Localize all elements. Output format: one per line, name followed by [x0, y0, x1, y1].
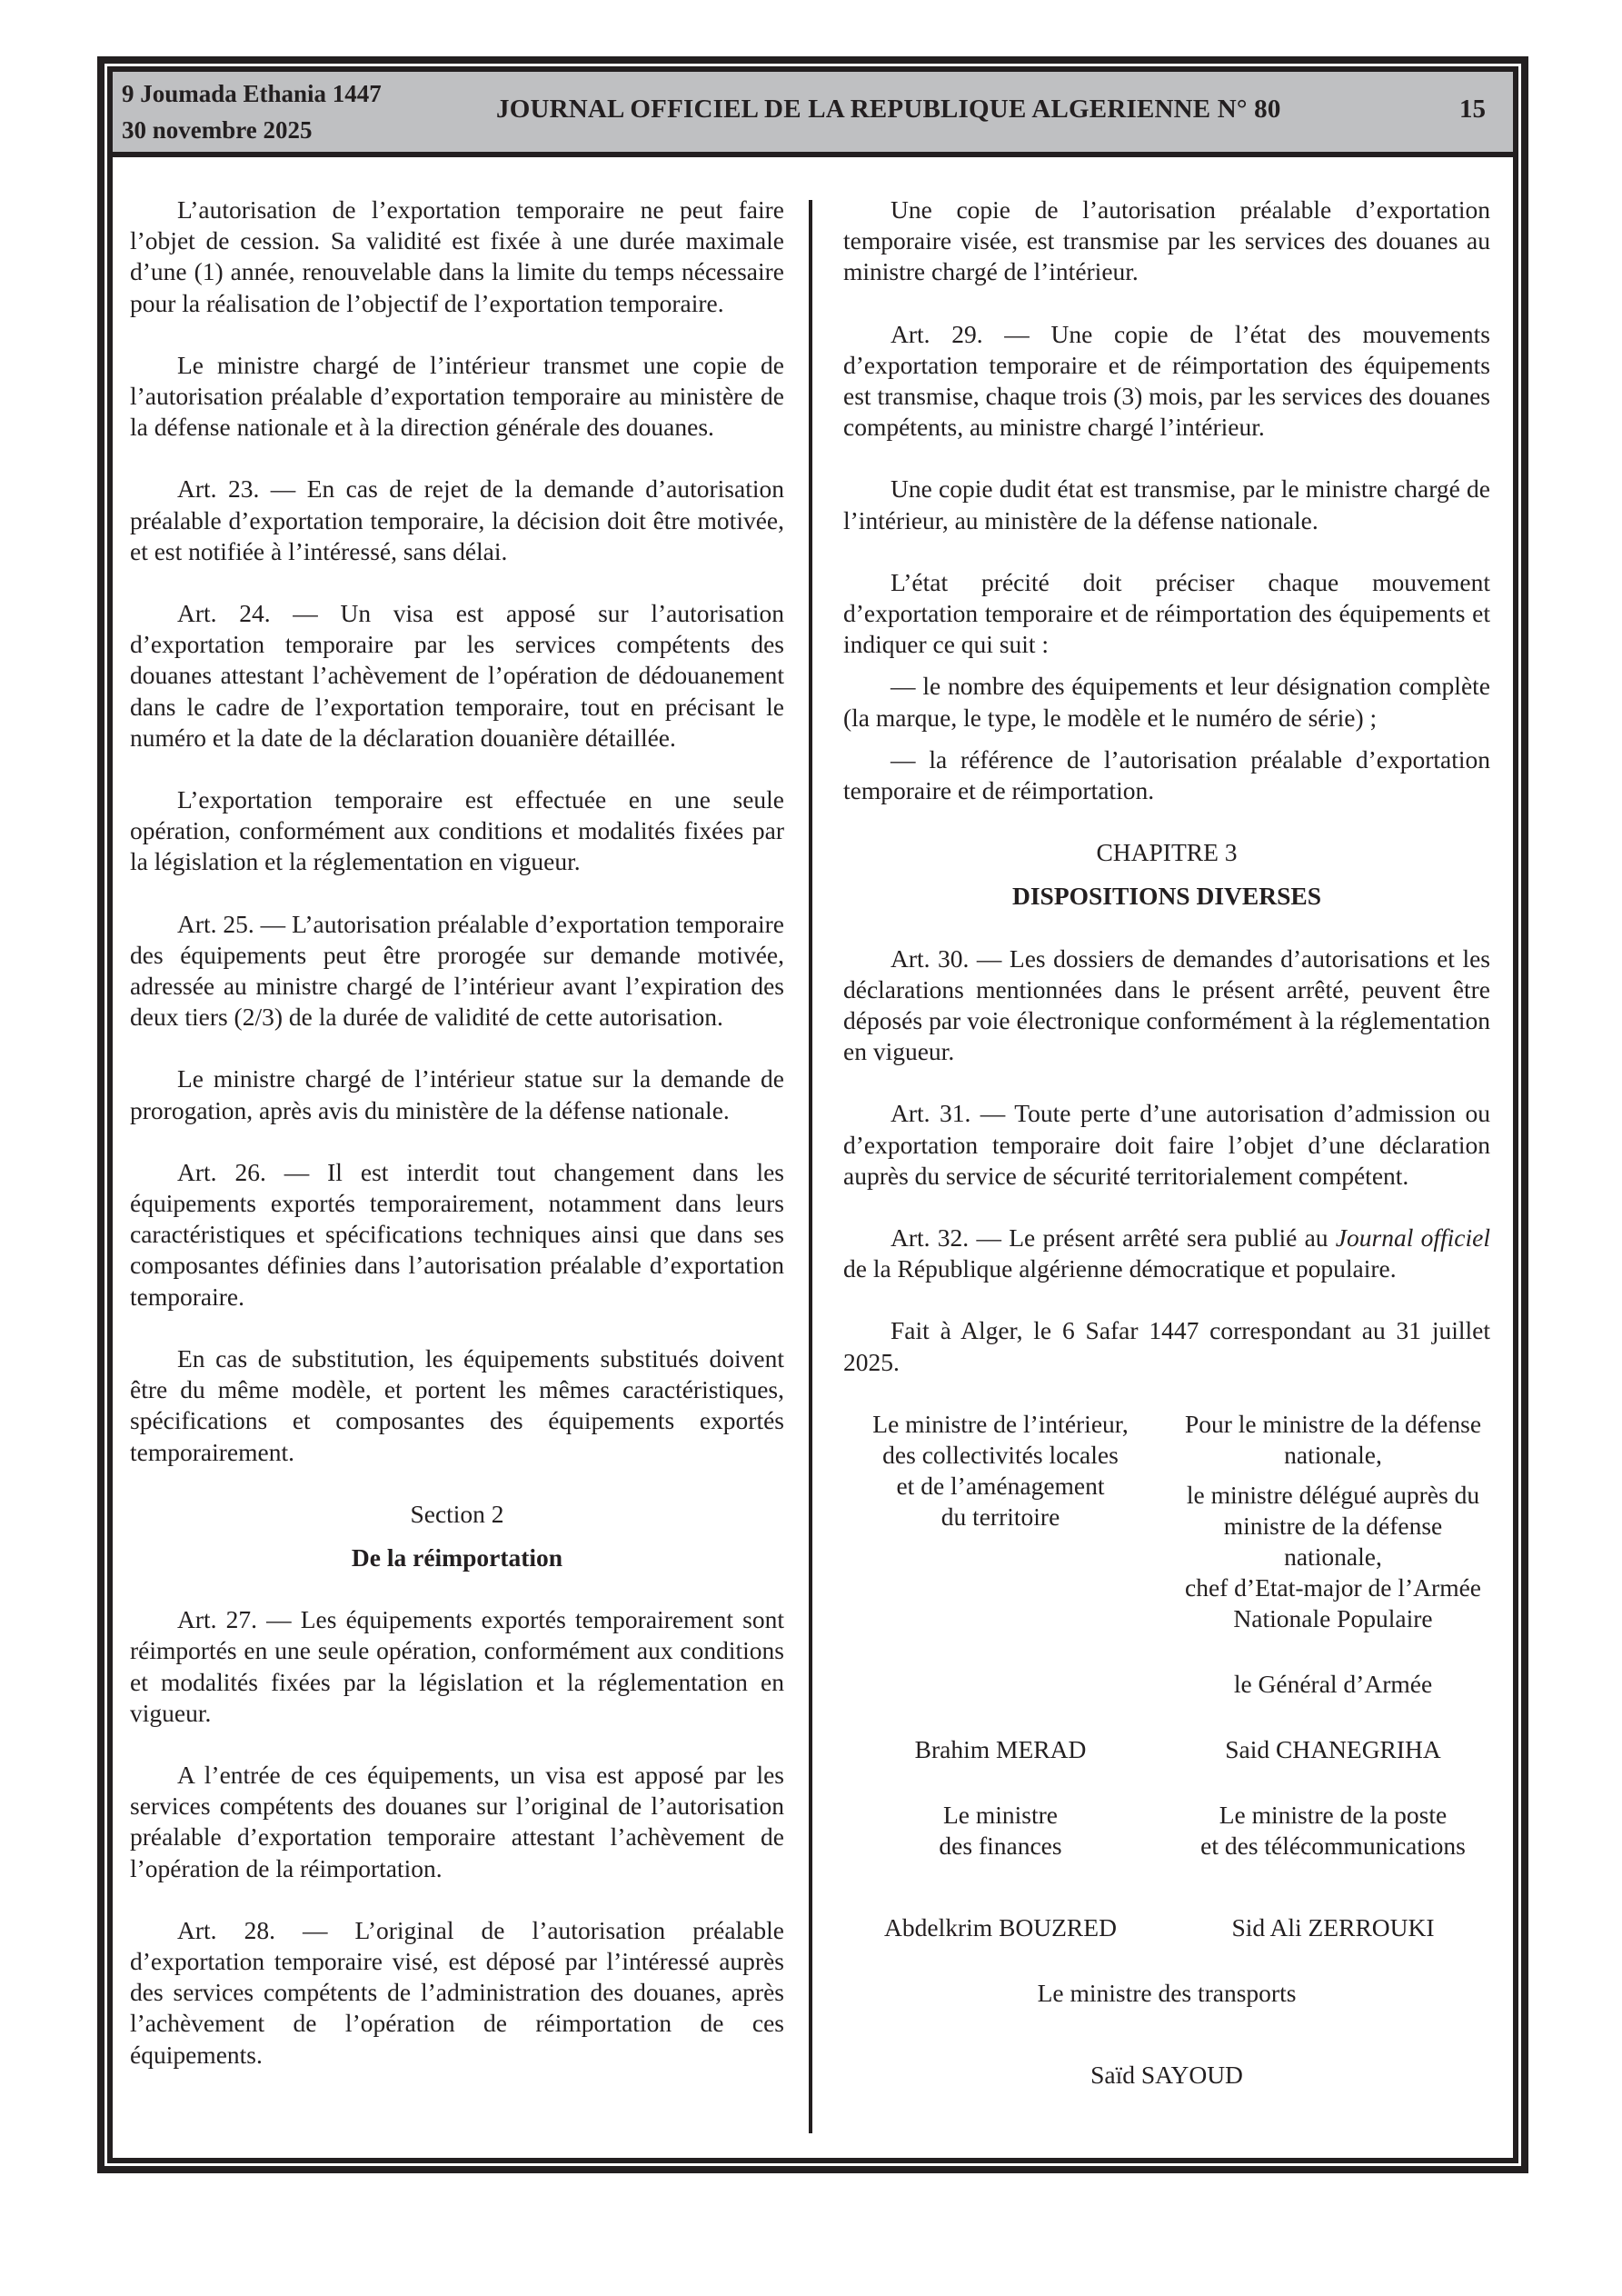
header-dates: [122, 75, 382, 148]
paragraph: Le ministre chargé de l’intérieur transmet une copie de l’autorisation préalable d’exportation temporaire au ministère de la défense nationale et à la direction générale des douanes.: [130, 350, 784, 442]
signature-interior-title: [843, 1409, 1158, 1700]
paragraph: Le ministre chargé de l’intérieur statue sur la demande de prorogation, après avis du ministère de la défense nationale.: [130, 1064, 784, 1124]
section-title: De la réimportation: [351, 1542, 563, 1572]
article-32-text: Art. 32. — Le présent arrêté sera publié au: [891, 1223, 1336, 1253]
article-27: Art. 27. — Les équipements exportés temporairement sont réimportés en une seule opération, conformément aux conditions et modalités fixées par la législation et la réglementation en vigueur.: [130, 1605, 784, 1727]
signature-line: et de l’aménagement: [896, 1471, 1105, 1500]
signature-line: du territoire: [940, 1502, 1060, 1531]
left-column: [130, 195, 784, 2101]
page-number: 15: [1459, 95, 1486, 124]
signature-post-name: Sid Ali ZERROUKI: [1231, 1912, 1435, 1942]
chapter-title: DISPOSITIONS DIVERSES: [1011, 882, 1322, 911]
signature-line: chef d’Etat-major de l’Armée: [1184, 1572, 1481, 1602]
article-32: [843, 1223, 1490, 1284]
signature-line: nationale,: [1284, 1440, 1382, 1469]
signature-line: et des télécommunications: [1200, 1831, 1466, 1860]
paragraph: En cas de substitution, les équipements substitués doivent être du même modèle, et portent les mêmes caractéristiques, spécifications et composantes des équipements exportés temporairement.: [130, 1343, 784, 1466]
signature-defense-name: Said CHANEGRIHA: [1225, 1734, 1441, 1763]
signature-transport-title: Le ministre des transports: [1037, 1978, 1297, 2007]
section-label: Section 2: [410, 1499, 504, 1528]
signature-interior-name: Brahim MERAD: [914, 1734, 1087, 1763]
done-at: Fait à Alger, le 6 Safar 1447 correspondant au 31 juillet 2025.: [843, 1316, 1490, 1376]
paragraph: L’état précité doit préciser chaque mouvement d’exportation temporaire et de réimportation des équipements et indiquer ce qui suit :: [843, 567, 1490, 659]
article-28: Art. 28. — L’original de l’autorisation préalable d’exportation temporaire visé, est déposé par l’intéressé auprès des services compétents de l’administration des douanes, après l’achèvement de l’opération de réimportation de ces équipements.: [130, 1915, 784, 2069]
chapter-label: CHAPITRE 3: [1096, 838, 1238, 867]
article-23: Art. 23. — En cas de rejet de la demande d’autorisation préalable d’exportation temporaire, la décision doit être motivée, et est notifiée à l’intéressé, sans délai.: [130, 474, 784, 565]
signature-defense-title: [1176, 1409, 1490, 1700]
signature-finance-title: [843, 1800, 1158, 1862]
paragraph: Une copie de l’autorisation préalable d’exportation temporaire visée, est transmise par les services des douanes au ministre chargé de l’intérieur.: [843, 195, 1490, 286]
signature-transport-name: Saïd SAYOUD: [1090, 2060, 1243, 2089]
article-29: Art. 29. — Une copie de l’état des mouvements d’exportation temporaire et de réimportation des équipements est transmise, chaque trois (3) mois, par les services des douanes compétents, au ministre chargé l’intérieur.: [843, 319, 1490, 442]
article-24: Art. 24. — Un visa est apposé sur l’autorisation d’exportation temporaire par les services compétents des douanes attestant l’achèvement de l’opération de dédouanement dans le cadre de l’exportation temporaire, tout en précisant le numéro et la date de la déclaration douanière détaillée.: [130, 599, 784, 752]
signature-rank: le Général d’Armée: [1233, 1669, 1433, 1698]
journal-officiel-italic: Journal officiel: [1335, 1223, 1490, 1253]
journal-title: JOURNAL OFFICIEL DE LA REPUBLIQUE ALGERIENNE N° 80: [496, 95, 1281, 124]
signature-line: des collectivités locales: [882, 1440, 1119, 1469]
article-31: Art. 31. — Toute perte d’une autorisation d’admission ou d’exportation temporaire doit faire l’objet d’une déclaration auprès du service de sécurité territorialement compétent.: [843, 1099, 1490, 1190]
signature-line: le ministre délégué auprès du: [1186, 1480, 1480, 1509]
signature-finance-name: Abdelkrim BOUZRED: [884, 1912, 1117, 1942]
hijri-date: 9 Joumada Ethania 1447: [122, 80, 382, 107]
signature-line: Le ministre: [942, 1800, 1058, 1829]
column-divider: [809, 200, 812, 2133]
signature-line: Le ministre de l’intérieur,: [872, 1409, 1129, 1438]
signature-line: Le ministre de la poste: [1219, 1800, 1448, 1829]
signature-line: Nationale Populaire: [1233, 1603, 1433, 1632]
signature-post-title: [1176, 1800, 1490, 1862]
signature-line: ministre de la défense nationale,: [1223, 1511, 1443, 1571]
list-item: — le nombre des équipements et leur désignation complète (la marque, le type, le modèle et le numéro de série) ;: [843, 672, 1490, 732]
signature-line: Pour le ministre de la défense: [1184, 1409, 1482, 1438]
article-26: Art. 26. — Il est interdit tout changement dans les équipements exportés temporairement, notamment dans leurs caractéristiques et spécifications techniques ainsi que dans ses composantes définies dans l’autorisation préalable d’exportation temporaire.: [130, 1157, 784, 1311]
signatures: [843, 1409, 1490, 1943]
paragraph: L’autorisation de l’exportation temporaire ne peut faire l’objet de cession. Sa validité est fixée à une durée maximale d’une (1) année, renouvelable dans la limite du temps nécessaire pour la réalisation de l’objectif de l’exportation temporaire.: [130, 195, 784, 317]
article-30: Art. 30. — Les dossiers de demandes d’autorisations et les déclarations mentionnées dans le présent arrêté, peuvent être déposés par voie électronique conformément à la réglementation en vigueur.: [843, 943, 1490, 1066]
right-column: [843, 195, 1490, 2091]
paragraph: A l’entrée de ces équipements, un visa est apposé par les services compétents des douanes sur l’original de l’autorisation préalable d’exportation temporaire attestant l’achèvement de l’opération de la réimportation.: [130, 1760, 784, 1882]
paragraph: Une copie dudit état est transmise, par le ministre chargé de l’intérieur, au ministère de la défense nationale.: [843, 474, 1490, 534]
list-item: — la référence de l’autorisation préalable d’exportation temporaire et de réimportation.: [843, 744, 1490, 805]
article-25: Art. 25. — L’autorisation préalable d’exportation temporaire des équipements peut être prorogée sur demande motivée, adressée au ministre chargé de l’intérieur avant l’expiration des deux tiers (2/3) de la durée de validité de cette autorisation.: [130, 909, 784, 1032]
gregorian-date: 30 novembre 2025: [122, 116, 313, 144]
journal-header: [113, 72, 1513, 157]
paragraph: L’exportation temporaire est effectuée en une seule opération, conformément aux conditions et modalités fixées par la législation et la réglementation en vigueur.: [130, 785, 784, 876]
signature-line: des finances: [939, 1831, 1062, 1860]
article-32-text-end: de la République algérienne démocratique et populaire.: [843, 1254, 1397, 1283]
